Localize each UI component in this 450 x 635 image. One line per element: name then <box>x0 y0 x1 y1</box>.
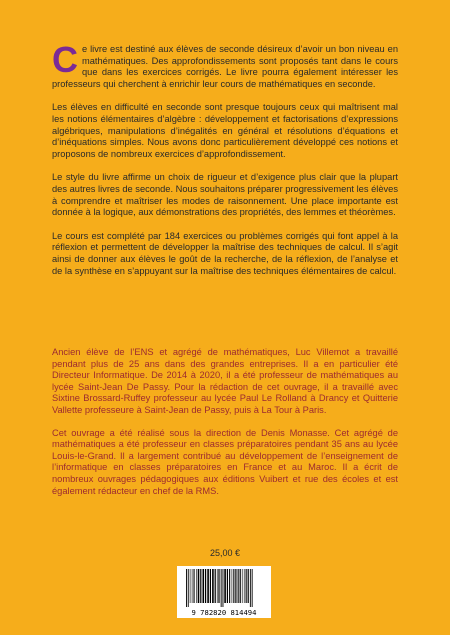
barcode-bar <box>229 569 230 603</box>
barcode-bar <box>194 569 195 603</box>
barcode-bar <box>224 569 226 603</box>
barcode-bar <box>223 569 224 607</box>
barcode-bar <box>215 569 216 603</box>
barcode-bar <box>235 569 236 603</box>
description-paragraph-1 <box>52 39 398 90</box>
barcode-bar <box>246 569 247 603</box>
barcode-bar <box>190 569 191 603</box>
barcode-bar <box>248 569 249 603</box>
editor-bio-paragraph: Cet ouvrage a été réalisé sous la direction de Denis Monasse. Cet agrégé de mathématiques a été professeur en classes préparatoires pendant 35 ans au lycée Louis-le-Grand. Il a largement contribué au développement de l’enseignement de l’informatique en classes préparatoires en France et au Maroc. Il a écrit de nombreux ouvrages pédagogiques aux éditions Vuibert et rue des écoles et est également rédacteur en chef de la RMS. <box>52 427 398 496</box>
description-section <box>52 39 398 289</box>
barcode-bar <box>198 569 200 603</box>
barcode-bar <box>238 569 239 603</box>
isbn-number: 9 782820 814494 <box>191 608 257 617</box>
barcode-bar <box>250 569 251 607</box>
barcode-bar <box>232 569 233 603</box>
barcode-bar <box>203 569 205 603</box>
description-paragraph-3: Le style du livre affirme un choix de rigueur et d’exigence plus clair que la plupart des autres livres de seconde. Nous souhaitons préparer progressivement les élèves à comprendre et maîtriser les modes de raisonnement. Une place importante est donnée à la logique, aux démonstrations des propriétés, des lemmes et théorèmes. <box>52 172 398 218</box>
barcode-bar <box>217 569 218 603</box>
barcode-bars <box>186 569 262 607</box>
author-bio-paragraph: Ancien élève de l’ENS et agrégé de mathématiques, Luc Villemot a travaillé pendant plus de 25 ans dans des grandes entreprises. Il a en particulier été Directeur Informatique. De 2014 à 2020, il a été professeur de mathématiques au lycée Saint-Jean De Passy. Pour la rédaction de cet ouvrage, il a travaillé avec Sixtine Brossard-Ruffey professeur au lycée Paul Le Rolland à Drancy et Quitterie Vallette professeure à Saint-Jean de Passy, puis à La Tour à Paris. <box>52 347 398 415</box>
barcode-bar <box>244 569 245 603</box>
barcode-bar <box>233 569 234 603</box>
barcode-bar <box>240 569 241 603</box>
description-paragraph-2: Les élèves en difficulté en seconde sont presque toujours ceux qui maîtrisent mal les notions élémentaires d’algèbre : développement et factorisations d’expressions algébriques, manipulations d’inégalités en général et résolutions d’équations et d’inéquations simples. Nous avons donc particulièrement développé ces notions et proposons de nombreux exercices d’approfondissement. <box>52 102 398 159</box>
barcode-bar <box>221 569 222 607</box>
barcode-bar <box>200 569 201 603</box>
barcode-bar <box>186 569 187 607</box>
description-paragraph-1-text: e livre est destiné aux élèves de seconde désireux d’avoir un bon niveau en mathématiques. Des approfondissements sont proposés tant dans le cours que dans les exercices corrigés. Le livre pourra également intéresser les professeurs qui cherchent à enrichir leur cours de mathématiques en seconde. <box>52 44 398 89</box>
barcode-bar <box>207 569 209 603</box>
barcode-bar <box>192 569 193 603</box>
barcode-bar <box>242 569 243 603</box>
drop-cap: C <box>52 39 78 80</box>
barcode-bar <box>218 569 219 603</box>
barcode-bar <box>210 569 211 603</box>
barcode-bar <box>188 569 189 607</box>
description-paragraph-4: Le cours est complété par 184 exercices ou problèmes corrigés qui font appel à la réflexion et permettent de développer la maîtrise des techniques de calcul. Il s’agit ainsi de donner aux élèves le goût de la recherche, de la réflexion, de l’analyse et de la synthèse en s’appuyant sur la maîtrise des techniques élémentaires de calcul. <box>52 230 398 276</box>
barcode-bar <box>196 569 197 603</box>
author-bio-section <box>52 347 398 508</box>
isbn-barcode <box>177 566 271 618</box>
barcode-bar <box>227 569 228 603</box>
barcode-bar <box>205 569 206 603</box>
barcode-bar <box>212 569 214 603</box>
price-label: 25,00 € <box>209 548 241 558</box>
barcode-bar <box>252 569 253 607</box>
